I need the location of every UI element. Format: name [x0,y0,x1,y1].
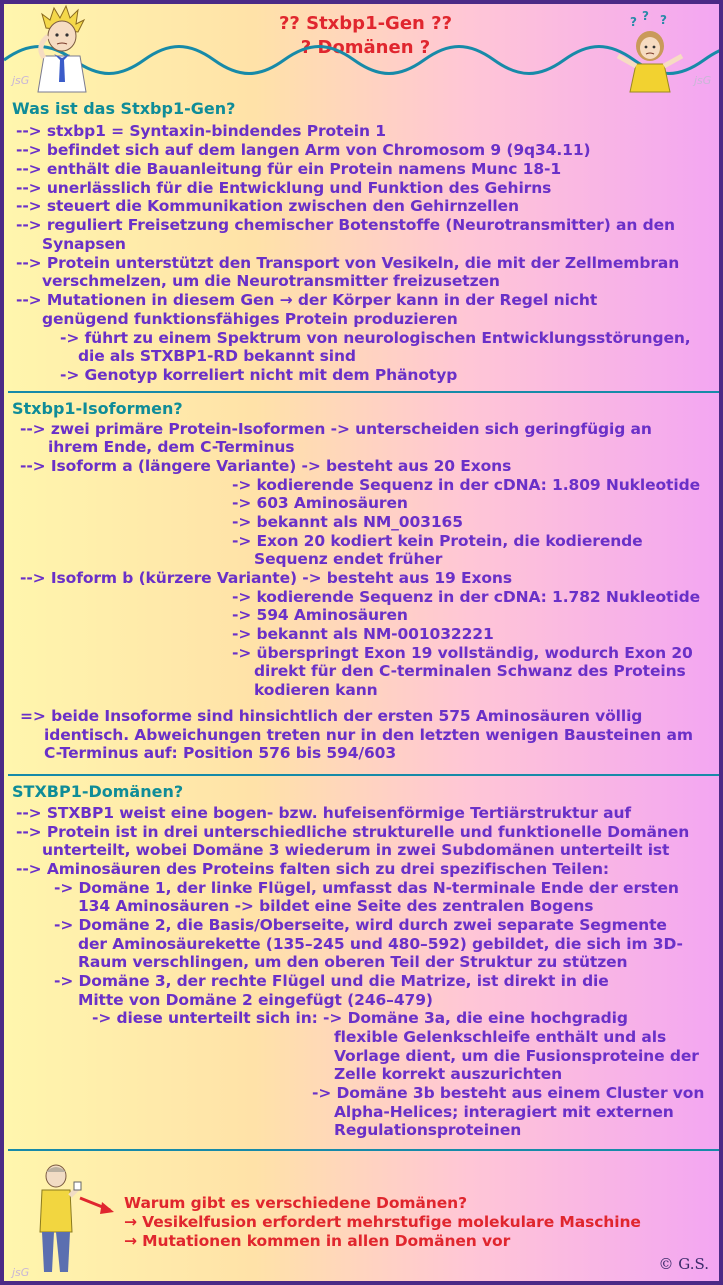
domain-line: --> STXBP1 weist eine bogen- bzw. hufeisenförmige Tertiärstruktur auf [16,804,632,822]
red-arrow-icon [78,1194,118,1218]
section-divider [8,774,723,776]
footer-answer: → Mutationen kommen in allen Domänen vor [124,1232,511,1250]
isoform-line: -> bekannt als NM-001032221 [232,625,494,643]
domain-line: --> Aminosäuren des Proteins falten sich zu drei spezifischen Teilen: [16,860,610,878]
isoform-line: -> kodierende Sequenz in der cDNA: 1.782 Nukleotide [232,588,700,606]
isoform-summary-line: identisch. Abweichungen treten nur in den letzten wenigen Bausteinen am [44,726,693,744]
domain-line: -> diese unterteilt sich in: -> Domäne 3a, die eine hochgradig [92,1009,628,1027]
domain-line: der Aminosäurekette (135–245 und 480–592) gebildet, die sich im 3D- [78,935,683,953]
signature: © G.S. [658,1255,709,1273]
svg-text:?: ? [642,9,649,23]
section-divider [8,1149,723,1151]
page-title: ?? Stxbp1-Gen ?? [278,13,453,34]
gene-info-line: --> stxbp1 = Syntaxin-bindendes Protein 1 [16,122,386,140]
gene-info-line: die als STXBP1-RD bekannt sind [78,347,356,365]
domain-line: -> Domäne 3b besteht aus einem Cluster von [312,1084,705,1102]
gene-info-line: --> Mutationen in diesem Gen → der Körper kann in der Regel nicht [16,291,598,309]
domain-line: Alpha-Helices; interagiert mit externen [334,1103,674,1121]
footer-question: Warum gibt es verschiedene Domänen? [124,1194,467,1212]
domain-line: -> Domäne 1, der linke Flügel, umfasst das N-terminale Ende der ersten [54,879,679,897]
watermark-left: jsG [12,74,30,87]
watermark-bottom: jsG [12,1266,30,1279]
isoform-line: --> zwei primäre Protein-Isoformen -> unterscheiden sich geringfügig an [20,420,652,438]
gene-info-line: --> enthält die Bauanleitung für ein Protein namens Munc 18-1 [16,160,562,178]
domain-line: Vorlage dient, um die Fusionsproteine der [334,1047,699,1065]
isoform-line: -> überspringt Exon 19 vollständig, wodurch Exon 20 [232,644,693,662]
isoform-summary-line: C-Terminus auf: Position 576 bis 594/603 [44,744,397,762]
gene-info-line: --> befindet sich auf dem langen Arm von Chromosom 9 (9q34.11) [16,141,591,159]
footer-answer: → Vesikelfusion erfordert mehrstufige molekulare Maschine [124,1213,641,1231]
thinking-girl-illustration [612,9,692,92]
section-title-domains: STXBP1-Domänen? [12,782,184,801]
isoform-line: ihrem Ende, dem C-Terminus [48,438,295,456]
section-title-isoforms: Stxbp1-Isoformen? [12,399,183,418]
isoform-line: -> kodierende Sequenz in der cDNA: 1.809 Nukleotide [232,476,700,494]
domain-line: unterteilt, wobei Domäne 3 wiederum in zwei Subdomänen unterteilt ist [42,841,670,859]
watermark-right: jsG [694,74,712,87]
domain-line: -> Domäne 2, die Basis/Oberseite, wird durch zwei separate Segmente [54,916,667,934]
domain-line: Mitte von Domäne 2 eingefügt (246–479) [78,991,433,1009]
domain-line: 134 Aminosäuren -> bildet eine Seite des zentralen Bogens [78,897,594,915]
gene-info-line: -> Genotyp korreliert nicht mit dem Phänotyp [60,366,458,384]
thinking-boy-illustration [32,6,92,92]
isoform-line: -> 603 Aminosäuren [232,494,408,512]
isoform-line: kodieren kann [254,681,378,699]
domain-line: Raum verschlingen, um den oberen Teil der Struktur zu stützen [78,953,628,971]
gene-info-line: --> steuert die Kommunikation zwischen den Gehirnzellen [16,197,519,215]
svg-text:?: ? [630,15,637,29]
section-divider [8,391,723,393]
isoform-line: -> Exon 20 kodiert kein Protein, die kodierende [232,532,643,550]
isoform-summary-line: => beide Insoforme sind hinsichtlich der ersten 575 Aminosäuren völlig [20,707,643,725]
svg-text:?: ? [660,13,667,27]
gene-info-line: --> reguliert Freisetzung chemischer Botenstoffe (Neurotransmitter) an den [16,216,675,234]
isoform-line: --> Isoform b (kürzere Variante) -> besteht aus 19 Exons [20,569,512,587]
isoform-line: direkt für den C-terminalen Schwanz des Proteins [254,662,686,680]
gene-info-line: --> Protein unterstützt den Transport von Vesikeln, die mit der Zellmembran [16,254,680,272]
gene-info-line: -> führt zu einem Spektrum von neurologischen Entwicklungsstörungen, [60,329,691,347]
gene-info-line: verschmelzen, um die Neurotransmitter freizusetzen [42,272,500,290]
isoform-line: -> bekannt als NM_003165 [232,513,463,531]
domain-line: --> Protein ist in drei unterschiedliche strukturelle und funktionelle Domänen [16,823,690,841]
page-subtitle: ? Domänen ? [300,37,431,58]
section-title-gene: Was ist das Stxbp1-Gen? [12,99,236,118]
domain-line: Regulationsproteinen [334,1121,522,1139]
domain-line: flexible Gelenkschleife enthält und als [334,1028,667,1046]
man-with-coffee-illustration [34,1162,84,1277]
isoform-line: --> Isoform a (längere Variante) -> besteht aus 20 Exons [20,457,512,475]
gene-info-line: genügend funktionsfähiges Protein produzieren [42,310,458,328]
isoform-line: Sequenz endet früher [254,550,443,568]
domain-line: Zelle korrekt auszurichten [334,1065,563,1083]
gene-info-line: --> unerlässlich für die Entwicklung und Funktion des Gehirns [16,179,552,197]
gene-info-line: Synapsen [42,235,126,253]
domain-line: -> Domäne 3, der rechte Flügel und die Matrize, ist direkt in die [54,972,609,990]
isoform-line: -> 594 Aminosäuren [232,606,408,624]
